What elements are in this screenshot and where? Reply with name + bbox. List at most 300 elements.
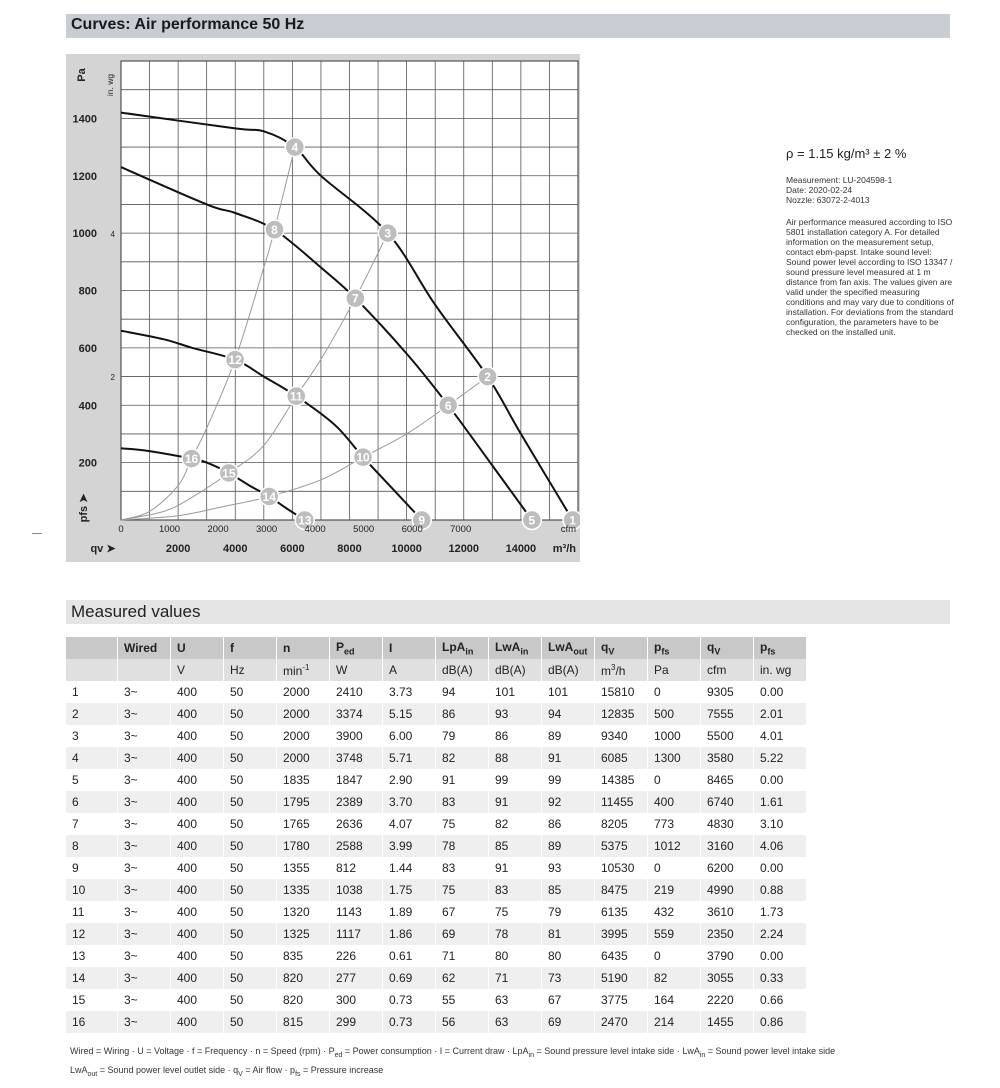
table-cell: 400	[171, 923, 224, 945]
y-axis-symbol: pfs ➤	[78, 493, 90, 523]
table-cell: 9	[66, 857, 118, 879]
table-cell: 91	[542, 747, 595, 769]
table-row	[66, 725, 807, 747]
table-cell: 75	[436, 879, 489, 901]
table-cell: 50	[224, 835, 277, 857]
table-cell: 8	[66, 835, 118, 857]
table-cell: 5	[66, 769, 118, 791]
operating-point-label: 15	[222, 466, 236, 481]
table-cell: 101	[489, 681, 542, 703]
table-cell: 400	[171, 791, 224, 813]
table-cell: 1355	[277, 857, 330, 879]
y-tick-label: 1400	[72, 113, 97, 126]
table-cell: 8205	[595, 813, 648, 835]
legend-line: LwA$_{out}$ = Sound power level outlet side · $q_V$ = Air flow · $p_{fs}$ = Pressure increase	[70, 1064, 384, 1078]
table-cell: 0.69	[383, 967, 436, 989]
table-cell: 1320	[277, 901, 330, 923]
table-cell: 2636	[330, 813, 383, 835]
table-cell: 3~	[118, 901, 171, 923]
table-cell: 4	[66, 747, 118, 769]
x-tick-label: 8000	[337, 543, 362, 555]
y-tick-label: 800	[78, 285, 97, 298]
table-cell: 1.89	[383, 901, 436, 923]
operating-point-label: 3	[384, 226, 392, 241]
table-row	[66, 835, 807, 857]
table-cell: 1.61	[754, 791, 807, 813]
table-cell: 400	[171, 857, 224, 879]
table-cell: 400	[171, 813, 224, 835]
table-cell: 400	[171, 703, 224, 725]
column-unit: $m^3/h$	[595, 659, 648, 681]
table-row	[66, 791, 807, 813]
table-cell: 2220	[701, 989, 754, 1011]
table-cell: 9305	[701, 681, 754, 703]
table-row	[66, 967, 807, 989]
column-header: $q_V$	[595, 637, 648, 659]
table-cell: 0.88	[754, 879, 807, 901]
column-header: LpA$_{in}$	[436, 637, 489, 659]
table-cell: 400	[171, 835, 224, 857]
column-unit: in. wg	[754, 659, 807, 681]
table-row	[66, 769, 807, 791]
table-cell: 3~	[118, 923, 171, 945]
table-header-row	[66, 637, 807, 659]
table-cell: 86	[542, 813, 595, 835]
table-cell: 78	[436, 835, 489, 857]
table-cell: 812	[330, 857, 383, 879]
table-row	[66, 901, 807, 923]
measurement-description: Air performance measured according to ISO 5801 installation category A. For detailed information on the measurement setup, contact ebm-papst. Intake sound level: Sound power level according to ISO 13347 / sound pressure level measured at 1 m distance from fan axis. The values given are valid under the specified measuring conditions and may vary due to conditions of installation. For deviations from the standard configuration, the parameters have to be checked on the installed unit.	[786, 217, 954, 337]
table-cell: 86	[436, 703, 489, 725]
table-cell: 11455	[595, 791, 648, 813]
table-cell: 164	[648, 989, 701, 1011]
table-cell: 83	[436, 857, 489, 879]
table-cell: 3610	[701, 901, 754, 923]
table-cell: 0.86	[754, 1011, 807, 1033]
density-note: ρ = 1.15 kg/m³ ± 2 %	[786, 146, 907, 161]
table-cell: 50	[224, 725, 277, 747]
x-tick-label-cfm: 3000	[256, 524, 278, 535]
table-cell: 50	[224, 703, 277, 725]
table-units-row	[66, 659, 807, 681]
table-cell: 69	[542, 1011, 595, 1033]
table-cell: 3~	[118, 681, 171, 703]
table-cell: 91	[436, 769, 489, 791]
table-cell: 1.86	[383, 923, 436, 945]
table-cell: 2	[66, 703, 118, 725]
table-cell: 91	[489, 857, 542, 879]
table-cell: 6085	[595, 747, 648, 769]
legend-line: Wired = Wiring · U = Voltage · f = Frequency · n = Speed $(rpm) \cdot P_{ed}$ = Power consumption · I = Current draw · LpA$_{in}$ = Sound pressure level intake side · LwA$_{in}$ = Sound power level intake side	[70, 1046, 836, 1059]
table-cell: 14385	[595, 769, 648, 791]
operating-point-label: 16	[184, 452, 199, 467]
table-cell: 67	[436, 901, 489, 923]
table-cell: 55	[436, 989, 489, 1011]
column-unit: Pa	[648, 659, 701, 681]
table-cell: 99	[542, 769, 595, 791]
x-tick-label-cfm: 6000	[401, 524, 423, 535]
table-cell: 79	[542, 901, 595, 923]
table-row	[66, 1011, 807, 1033]
table-cell: 0.66	[754, 989, 807, 1011]
table-cell: 0	[648, 769, 701, 791]
curves-section-header	[66, 14, 950, 38]
table-cell: 3~	[118, 813, 171, 835]
table-cell: 400	[171, 967, 224, 989]
table-cell: 0.00	[754, 681, 807, 703]
table-cell: 91	[489, 791, 542, 813]
table-cell: 1847	[330, 769, 383, 791]
table-cell: 400	[171, 989, 224, 1011]
table-cell: 71	[436, 945, 489, 967]
table-cell: 3.73	[383, 681, 436, 703]
table-cell: 0.00	[754, 945, 807, 967]
table-cell: 0.00	[754, 769, 807, 791]
table-cell: 6200	[701, 857, 754, 879]
table-row	[66, 747, 807, 769]
margin-mark	[32, 533, 42, 534]
table-cell: 400	[171, 945, 224, 967]
table-cell: 0.73	[383, 1011, 436, 1033]
operating-point-label: 13	[298, 513, 312, 528]
column-header: U	[171, 637, 224, 659]
table-cell: 4.07	[383, 813, 436, 835]
operating-point-label: 12	[228, 353, 242, 368]
table-cell: 3580	[701, 747, 754, 769]
x-tick-label-cfm: 5000	[353, 524, 375, 535]
table-cell: 1117	[330, 923, 383, 945]
air-performance-chart	[66, 54, 580, 562]
table-cell: 5.15	[383, 703, 436, 725]
table-cell: 1835	[277, 769, 330, 791]
table-cell: 10530	[595, 857, 648, 879]
table-cell: 2.24	[754, 923, 807, 945]
measurement-nozzle: Nozzle: 63072-2-4013	[786, 195, 870, 205]
y-axis-label: Pa	[76, 68, 88, 82]
measured-section-header	[66, 600, 950, 624]
table-cell: 3~	[118, 725, 171, 747]
column-header: LwA$_{out}$	[542, 637, 595, 659]
column-unit: A	[383, 659, 436, 681]
table-cell: 50	[224, 879, 277, 901]
table-cell: 1	[66, 681, 118, 703]
table-cell: 0.73	[383, 989, 436, 1011]
table-cell: 62	[436, 967, 489, 989]
table-cell: 3~	[118, 835, 171, 857]
table-cell: 3748	[330, 747, 383, 769]
table-row	[66, 857, 807, 879]
table-row	[66, 813, 807, 835]
table-cell: 3900	[330, 725, 383, 747]
table-cell: 50	[224, 1011, 277, 1033]
column-header: $p_{fs}$	[754, 637, 807, 659]
operating-point-label: 9	[418, 513, 426, 528]
x-tick-label: 6000	[280, 543, 305, 555]
table-row	[66, 703, 807, 725]
table-cell: 400	[171, 1011, 224, 1033]
x-tick-label-cfm: 0	[118, 524, 124, 535]
table-cell: 93	[542, 857, 595, 879]
table-cell: 400	[171, 901, 224, 923]
table-legend	[70, 1044, 970, 1082]
chart-svg	[66, 54, 580, 562]
x-tick-label: 10000	[391, 543, 422, 555]
table-cell: 83	[489, 879, 542, 901]
table-cell: 0.00	[754, 857, 807, 879]
table-cell: 10	[66, 879, 118, 901]
curves-title: Curves: Air performance 50 Hz	[71, 16, 305, 33]
table-row	[66, 879, 807, 901]
y-tick-label: 600	[78, 342, 97, 355]
table-cell: 3.99	[383, 835, 436, 857]
table-cell: 50	[224, 769, 277, 791]
table-cell: 94	[436, 681, 489, 703]
table-row	[66, 681, 807, 703]
table-cell: 6.00	[383, 725, 436, 747]
table-cell: 226	[330, 945, 383, 967]
table-cell: 400	[171, 769, 224, 791]
table-cell: 5190	[595, 967, 648, 989]
table-cell: 50	[224, 791, 277, 813]
table-cell: 86	[489, 725, 542, 747]
x-tick-label-cfm: 2000	[207, 524, 229, 535]
y-axis-label-secondary: in. wg	[105, 73, 115, 97]
table-cell: 50	[224, 813, 277, 835]
table-cell: 5500	[701, 725, 754, 747]
table-cell: 3~	[118, 791, 171, 813]
table-cell: 820	[277, 967, 330, 989]
y-tick-label: 1000	[72, 228, 97, 241]
table-cell: 2.01	[754, 703, 807, 725]
column-unit: Hz	[224, 659, 277, 681]
table-cell: 1.44	[383, 857, 436, 879]
table-cell: 3.10	[754, 813, 807, 835]
x-tick-label-cfm: 1000	[158, 524, 181, 535]
table-cell: 63	[489, 1011, 542, 1033]
table-cell: 1143	[330, 901, 383, 923]
table-cell: 2470	[595, 1011, 648, 1033]
y-tick-label: 200	[78, 457, 97, 470]
x-tick-label-cfm: 4000	[304, 524, 326, 535]
table-cell: 15810	[595, 681, 648, 703]
column-header	[66, 637, 118, 659]
column-header: $q_V$	[701, 637, 754, 659]
operating-point-label: 5	[528, 513, 536, 528]
x-axis-label: m³/h	[552, 543, 576, 555]
column-unit	[66, 659, 118, 681]
table-cell: 2000	[277, 703, 330, 725]
table-cell: 3~	[118, 703, 171, 725]
table-cell: 3	[66, 725, 118, 747]
operating-point-label: 10	[356, 450, 370, 465]
table-cell: 2.90	[383, 769, 436, 791]
table-cell: 1765	[277, 813, 330, 835]
table-cell: 13	[66, 945, 118, 967]
column-header: I	[383, 637, 436, 659]
x-axis-symbol: qv ➤	[90, 543, 116, 555]
table-cell: 67	[542, 989, 595, 1011]
table-cell: 73	[542, 967, 595, 989]
table-cell: 3.70	[383, 791, 436, 813]
table-cell: 81	[542, 923, 595, 945]
table-cell: 1780	[277, 835, 330, 857]
table-cell: 3~	[118, 857, 171, 879]
measurement-info	[786, 146, 956, 337]
table-cell: 7555	[701, 703, 754, 725]
table-cell: 15	[66, 989, 118, 1011]
table-cell: 1795	[277, 791, 330, 813]
table-cell: 3~	[118, 769, 171, 791]
table-cell: 1325	[277, 923, 330, 945]
table-cell: 50	[224, 681, 277, 703]
x-tick-label: 2000	[165, 543, 191, 555]
y-tick-label: 400	[78, 400, 97, 413]
table-cell: 1038	[330, 879, 383, 901]
column-unit: cfm	[701, 659, 754, 681]
table-cell: 92	[542, 791, 595, 813]
table-cell: 85	[542, 879, 595, 901]
column-header: $P_{ed}$	[330, 637, 383, 659]
table-cell: 299	[330, 1011, 383, 1033]
column-header: f	[224, 637, 277, 659]
table-row	[66, 989, 807, 1011]
operating-point-label: 1	[569, 513, 576, 528]
column-unit: W	[330, 659, 383, 681]
table-cell: 400	[171, 747, 224, 769]
table-cell: 5.71	[383, 747, 436, 769]
table-cell: 0.61	[383, 945, 436, 967]
table-cell: 82	[436, 747, 489, 769]
table-cell: 71	[489, 967, 542, 989]
table-cell: 0.33	[754, 967, 807, 989]
operating-point-label: 7	[352, 291, 359, 306]
table-cell: 12835	[595, 703, 648, 725]
table-cell: 83	[436, 791, 489, 813]
table-cell: 56	[436, 1011, 489, 1033]
table-cell: 69	[436, 923, 489, 945]
table-cell: 6	[66, 791, 118, 813]
table-cell: 82	[648, 967, 701, 989]
operating-point-label: 8	[271, 223, 278, 238]
table-cell: 3~	[118, 747, 171, 769]
table-cell: 3374	[330, 703, 383, 725]
table-cell: 559	[648, 923, 701, 945]
table-cell: 1300	[648, 747, 701, 769]
y-tick-label: 1200	[72, 170, 97, 183]
table-cell: 3775	[595, 989, 648, 1011]
table-cell: 2000	[277, 725, 330, 747]
table-cell: 3790	[701, 945, 754, 967]
table-cell: 4830	[701, 813, 754, 835]
column-unit: dB(A)	[542, 659, 595, 681]
table-cell: 219	[648, 879, 701, 901]
x-tick-label: 12000	[448, 543, 480, 555]
table-cell: 300	[330, 989, 383, 1011]
table-cell: 1000	[648, 725, 701, 747]
table-cell: 11	[66, 901, 118, 923]
table-cell: 7	[66, 813, 118, 835]
x-tick-label: 14000	[505, 543, 537, 555]
table-cell: 3~	[118, 945, 171, 967]
table-cell: 2350	[701, 923, 754, 945]
table-cell: 82	[489, 813, 542, 835]
table-row	[66, 945, 807, 967]
table-cell: 400	[648, 791, 701, 813]
table-cell: 835	[277, 945, 330, 967]
table-cell: 6135	[595, 901, 648, 923]
table-cell: 2588	[330, 835, 383, 857]
table-cell: 12	[66, 923, 118, 945]
measurement-id: Measurement: LU-204598-1	[786, 175, 893, 185]
table-cell: 432	[648, 901, 701, 923]
table-cell: 815	[277, 1011, 330, 1033]
table-cell: 500	[648, 703, 701, 725]
table-cell: 9340	[595, 725, 648, 747]
column-unit: dB(A)	[436, 659, 489, 681]
column-header: n	[277, 637, 330, 659]
measurement-block	[786, 175, 956, 205]
table-cell: 277	[330, 967, 383, 989]
column-unit: dB(A)	[489, 659, 542, 681]
table-cell: 80	[489, 945, 542, 967]
table-cell: 75	[436, 813, 489, 835]
table-cell: 80	[542, 945, 595, 967]
column-unit	[118, 659, 171, 681]
operating-point-label: 11	[289, 389, 303, 404]
table-cell: 101	[542, 681, 595, 703]
table-cell: 773	[648, 813, 701, 835]
table-cell: 50	[224, 945, 277, 967]
x-tick-label-cfm: 7000	[450, 524, 472, 535]
table-cell: 50	[224, 857, 277, 879]
measured-title: Measured values	[71, 602, 201, 621]
table-cell: 3995	[595, 923, 648, 945]
table-cell: 50	[224, 923, 277, 945]
table-cell: 4.01	[754, 725, 807, 747]
measured-values-table	[66, 637, 807, 1033]
column-header: LwA$_{in}$	[489, 637, 542, 659]
table-cell: 93	[489, 703, 542, 725]
column-unit: $\min^{-1}$	[277, 659, 330, 681]
table-cell: 75	[489, 901, 542, 923]
table-cell: 3~	[118, 967, 171, 989]
measurement-date: Date: 2020-02-24	[786, 185, 853, 195]
table-cell: 1455	[701, 1011, 754, 1033]
operating-point-label: 2	[484, 370, 491, 385]
table-cell: 2389	[330, 791, 383, 813]
column-header: Wired	[118, 637, 171, 659]
table-cell: 3~	[118, 989, 171, 1011]
table-cell: 3~	[118, 1011, 171, 1033]
table-cell: 400	[171, 879, 224, 901]
table-cell: 63	[489, 989, 542, 1011]
table-row	[66, 923, 807, 945]
table-cell: 8465	[701, 769, 754, 791]
table-cell: 1335	[277, 879, 330, 901]
operating-point-label: 6	[444, 398, 452, 413]
table-cell: 0	[648, 681, 701, 703]
table-cell: 5.22	[754, 747, 807, 769]
column-header: $p_{fs}$	[648, 637, 701, 659]
table-cell: 6740	[701, 791, 754, 813]
table-cell: 0	[648, 945, 701, 967]
table-cell: 4.06	[754, 835, 807, 857]
table-cell: 16	[66, 1011, 118, 1033]
y-tick-label-inwg: 4	[110, 230, 115, 240]
table-cell: 6435	[595, 945, 648, 967]
table-cell: 400	[171, 681, 224, 703]
table-cell: 89	[542, 835, 595, 857]
